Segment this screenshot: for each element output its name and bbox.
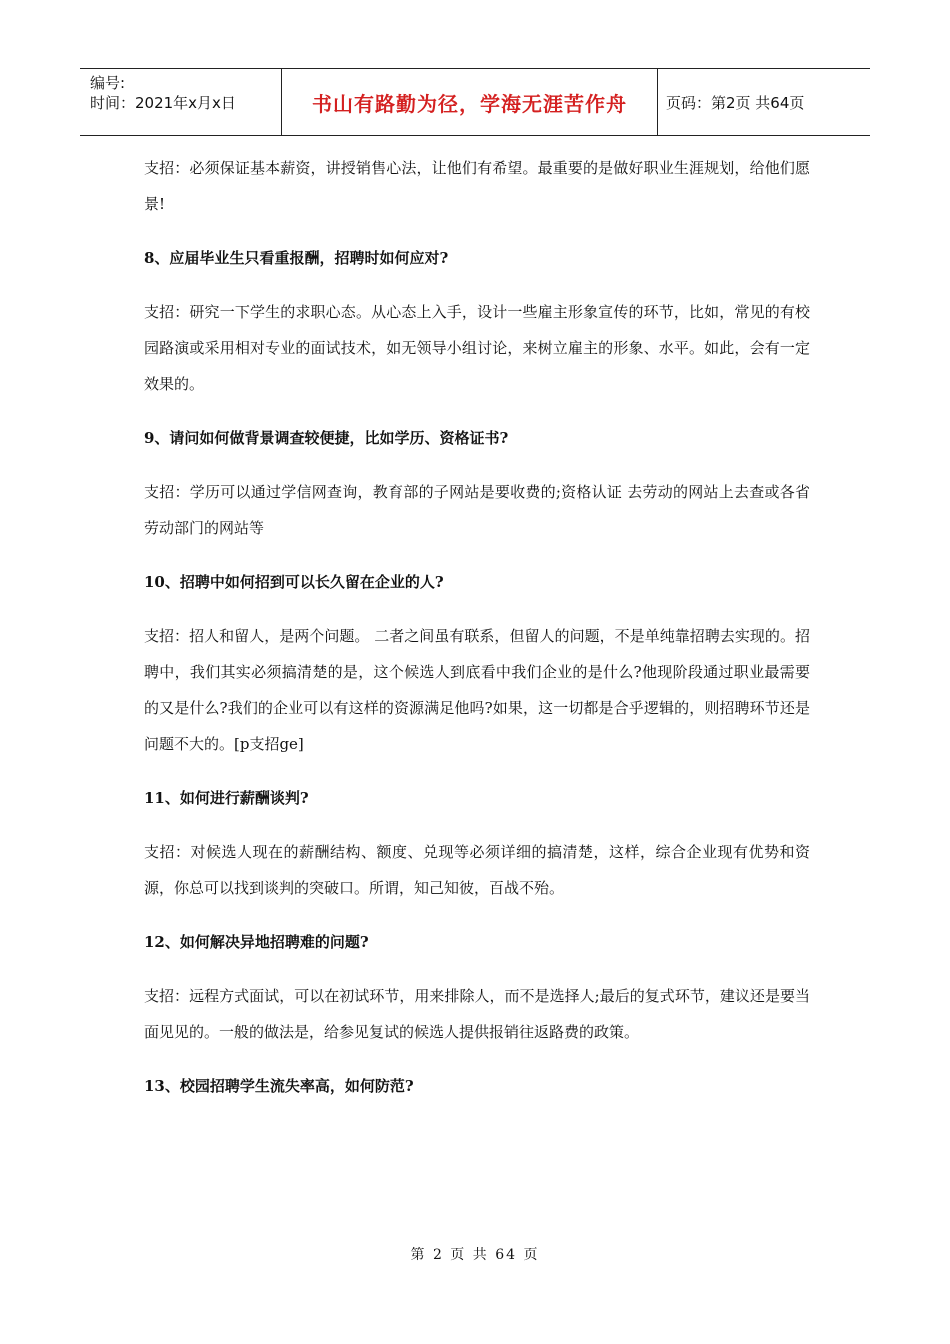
- document-body: [144, 150, 810, 1122]
- question-heading: 10、招聘中如何招到可以长久留在企业的人?: [144, 573, 444, 591]
- answer-paragraph: 支招：学历可以通过学信网查询，教育部的子网站是要收费的;资格认证 去劳动的网站上去查或各省劳动部门的网站等: [144, 483, 810, 537]
- page-footer: 第 2 页 共 64 页: [410, 1247, 540, 1263]
- answer-paragraph: 支招：对候选人现在的薪酬结构、额度、兑现等必须详细的搞清楚，这样，综合企业现有优势和资源，你总可以找到谈判的突破口。所谓，知己知彼，百战不殆。: [144, 843, 810, 897]
- question-heading: 8、应届毕业生只看重报酬，招聘时如何应对?: [144, 249, 449, 267]
- document-number-label: 编号:: [90, 74, 126, 92]
- document-date-label: 时间：2021年x月x日: [90, 94, 236, 112]
- answer-paragraph: 支招：研究一下学生的求职心态。从心态上入手，设计一些雇主形象宣传的环节，比如，常见的有校园路演或采用相对专业的面试技术，如无领导小组讨论，来树立雇主的形象、水平。如此，会有一定效果的。: [144, 303, 810, 393]
- question-heading: 13、校园招聘学生流失率高，如何防范?: [144, 1077, 414, 1095]
- question-heading: 9、请问如何做背景调查较便捷，比如学历、资格证书?: [144, 429, 509, 447]
- header-motto: 书山有路勤为径，学海无涯苦作舟: [282, 69, 658, 135]
- answer-paragraph: 支招：招人和留人，是两个问题。 二者之间虽有联系，但留人的问题，不是单纯靠招聘去实现的。招聘中，我们其实必须搞清楚的是，这个候选人到底看中我们企业的是什么?他现阶段通过职业最需要的又是什么?我们的企业可以有这样的资源满足他吗?如果，这一切都是合乎逻辑的，则招聘环节还是问题不大的。[p支招ge]: [144, 627, 810, 753]
- header-page-info: 页码：第2页 共64页: [666, 93, 805, 112]
- question-heading: 11、如何进行薪酬谈判?: [144, 789, 309, 807]
- question-heading: 12、如何解决异地招聘难的问题?: [144, 933, 369, 951]
- answer-paragraph: 支招：必须保证基本薪资，讲授销售心法，让他们有希望。最重要的是做好职业生涯规划，给他们愿景!: [144, 159, 810, 213]
- page-header: [80, 68, 870, 136]
- header-meta: [80, 69, 282, 135]
- answer-paragraph: 支招：远程方式面试，可以在初试环节，用来排除人，而不是选择人;最后的复式环节，建议还是要当面见见的。一般的做法是，给参见复试的候选人提供报销往返路费的政策。: [144, 987, 810, 1041]
